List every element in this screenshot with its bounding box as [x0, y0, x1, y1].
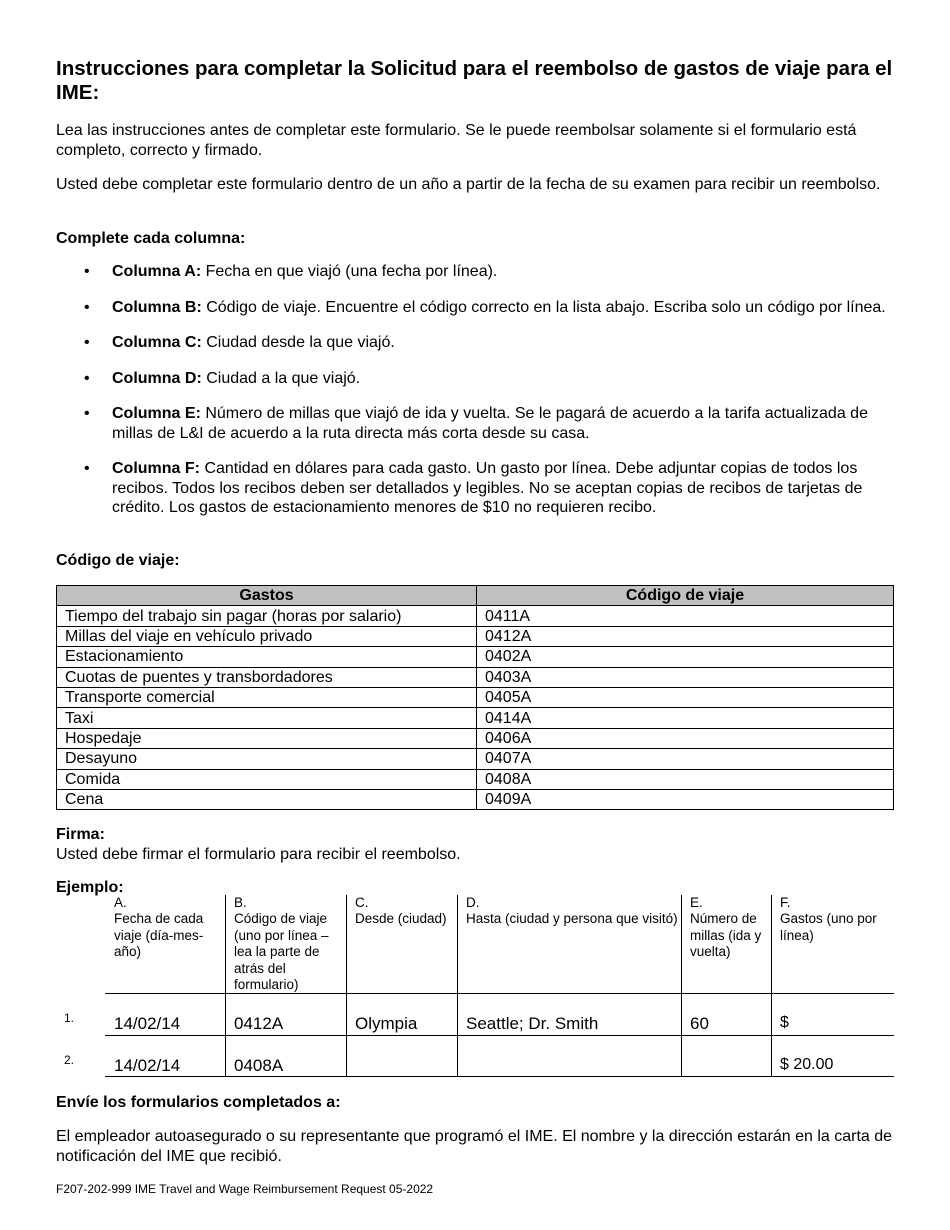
list-item: [56, 333, 894, 353]
example-code-cell: 0408A: [234, 1056, 284, 1075]
travel-codes-table: [56, 585, 894, 810]
row-divider: [105, 1035, 894, 1036]
example-header-e: [681, 895, 771, 961]
example-header-d: [457, 895, 681, 928]
column-divider: [346, 895, 347, 1077]
column-instructions-list: [56, 262, 894, 518]
code-cell: 0403A: [477, 667, 894, 687]
column-text: Ciudad desde la que viajó.: [201, 334, 395, 351]
header-text: D. Hasta (ciudad y persona que visitó): [466, 895, 678, 927]
header-text: F. Gastos (uno por línea): [780, 895, 877, 943]
expense-cell: Hospedaje: [57, 728, 477, 748]
expense-cell: Cena: [57, 789, 477, 809]
table-row: [57, 749, 894, 769]
column-text: Código de viaje. Encuentre el código correcto en la lista abajo. Escriba solo un código por línea.: [201, 298, 886, 316]
column-text: Cantidad en dólares para cada gasto. Un gasto por línea. Debe adjuntar copias de todos los recibos. Todos los recibos deben ser detallados y legibles. No se aceptan copias de recibos de tarjetas de crédito. Los gastos de estacionamiento menores de $10 no requieren recibo.: [112, 460, 863, 516]
expense-cell: Transporte comercial: [57, 687, 477, 707]
page-title: Instrucciones para completar la Solicitud para el reembolso de gastos de viaje para el IME:: [56, 57, 893, 104]
expense-cell: Cuotas de puentes y transbordadores: [57, 667, 477, 687]
table-row: [57, 606, 894, 626]
example-expense-cell: $: [780, 1014, 789, 1031]
header-text: A. Fecha de cada viaje (día-mes-año): [114, 895, 204, 960]
expense-cell: Tiempo del trabajo sin pagar (horas por salario): [57, 606, 477, 626]
example-code-cell: 0412A: [234, 1014, 284, 1033]
table-row: [57, 687, 894, 707]
example-from-cell: Olympia: [355, 1014, 418, 1033]
example-header-f: [771, 895, 894, 944]
row-number: 2.: [64, 1053, 75, 1067]
code-cell: 0412A: [477, 626, 894, 646]
expense-cell: Desayuno: [57, 749, 477, 769]
form-footer: F207-202-999 IME Travel and Wage Reimbursement Request 05-2022: [56, 1182, 434, 1196]
code-cell: 0409A: [477, 789, 894, 809]
code-cell: 0408A: [477, 769, 894, 789]
columns-heading: Complete cada columna:: [56, 230, 246, 247]
column-label: Columna B:: [112, 298, 202, 316]
bullet-icon: •: [84, 334, 90, 351]
list-item: [56, 298, 894, 318]
example-expense-cell: $ 20.00: [780, 1056, 834, 1073]
code-cell: 0406A: [477, 728, 894, 748]
send-text: El empleador autoasegurado o su representante que programó el IME. El nombre y la dirección estarán en la carta de notificación del IME que recibió.: [56, 1128, 893, 1165]
example-date-cell: 14/02/14: [114, 1014, 181, 1033]
code-cell: 0402A: [477, 647, 894, 667]
row-divider: [105, 993, 894, 994]
list-item: [56, 262, 894, 282]
expense-cell: Comida: [57, 769, 477, 789]
bullet-icon: •: [84, 263, 90, 280]
table-row: [57, 667, 894, 687]
example-heading: Ejemplo:: [56, 879, 124, 896]
table-row: [57, 626, 894, 646]
table-row: [57, 769, 894, 789]
example-header-b: [225, 895, 346, 993]
column-label: Columna D:: [112, 369, 202, 387]
row-number: 1.: [64, 1011, 75, 1025]
header-travel-code: Código de viaje: [477, 586, 894, 606]
expense-cell: Estacionamiento: [57, 647, 477, 667]
code-cell: 0414A: [477, 708, 894, 728]
header-text: C. Desde (ciudad): [355, 895, 447, 927]
send-heading: Envíe los formularios completados a:: [56, 1094, 341, 1111]
signature-text: Usted debe firmar el formulario para recibir el reembolso.: [56, 846, 461, 863]
expense-cell: Taxi: [57, 708, 477, 728]
header-expenses: Gastos: [57, 586, 477, 606]
bullet-icon: •: [84, 298, 90, 316]
column-text: Fecha en que viajó (una fecha por línea).: [201, 263, 498, 280]
table-row: [57, 708, 894, 728]
expense-cell: Millas del viaje en vehículo privado: [57, 626, 477, 646]
example-table: [56, 895, 894, 1077]
code-cell: 0405A: [477, 687, 894, 707]
table-row: [57, 789, 894, 809]
column-divider: [771, 895, 772, 1077]
header-text: B. Código de viaje (uno por línea – lea la parte de atrás del formulario): [234, 895, 329, 993]
column-text: Número de millas que viajó de ida y vuelta. Se le pagará de acuerdo a la tarifa actualizada de millas de L&I de acuerdo a la ruta directa más corta desde su casa.: [112, 405, 868, 442]
intro-paragraph-2: Usted debe completar este formulario dentro de un año a partir de la fecha de su examen para recibir un reembolso.: [56, 176, 881, 193]
example-to-cell: Seattle; Dr. Smith: [466, 1014, 599, 1033]
column-label: Columna A:: [112, 263, 202, 280]
example-miles-cell: 60: [690, 1014, 709, 1033]
column-divider: [681, 895, 682, 1077]
code-cell: 0411A: [477, 606, 894, 626]
list-item: [56, 404, 894, 443]
example-header-c: [346, 895, 457, 928]
column-text: Ciudad a la que viajó.: [201, 369, 361, 387]
example-header-a: [105, 895, 225, 961]
row-divider: [105, 1076, 894, 1077]
table-row: [57, 647, 894, 667]
column-label: Columna C:: [112, 334, 202, 351]
example-date-cell: 14/02/14: [114, 1056, 181, 1075]
signature-heading: Firma:: [56, 826, 105, 843]
header-text: E. Número de millas (ida y vuelta): [690, 895, 762, 960]
table-row: [57, 728, 894, 748]
column-label: Columna F:: [112, 460, 200, 477]
table-header-row: [57, 586, 894, 606]
column-divider: [225, 895, 226, 1077]
column-divider: [457, 895, 458, 1077]
list-item: [56, 369, 894, 389]
code-cell: 0407A: [477, 749, 894, 769]
intro-paragraph-1: Lea las instrucciones antes de completar este formulario. Se le puede reembolsar solamente si el formulario está completo, correcto y firmado.: [56, 122, 857, 159]
column-label: Columna E:: [112, 405, 201, 422]
list-item: [56, 459, 894, 518]
bullet-icon: •: [84, 460, 90, 477]
bullet-icon: •: [84, 369, 90, 387]
codes-heading: Código de viaje:: [56, 552, 180, 569]
bullet-icon: •: [84, 405, 90, 422]
